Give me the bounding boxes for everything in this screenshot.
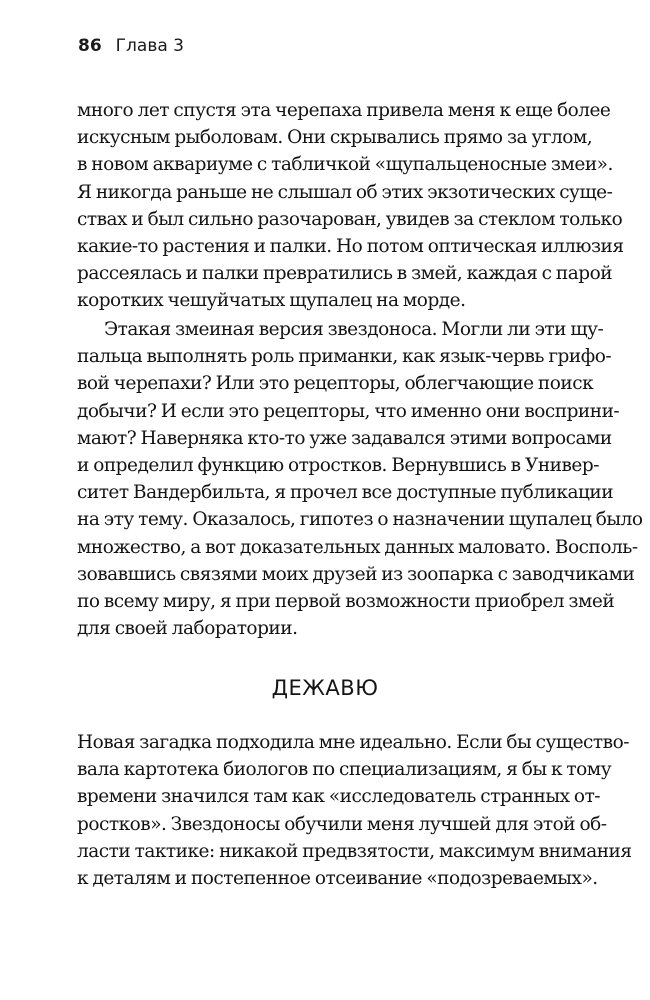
text-line: зовавшись связями моих друзей из зоопарка с заводчиками [77, 563, 635, 585]
text-line: и определил функцию отростков. Вернувшись в Универ- [77, 455, 599, 477]
text-line: в новом аквариуме с табличкой «щупальценосные змеи». [77, 154, 613, 176]
text-line: добычи? И если это рецепторы, что именно они восприни- [77, 400, 620, 422]
text-line: пальца выполнять роль приманки, как язык-червь грифо- [77, 346, 612, 368]
page-number: 86 [78, 36, 102, 56]
section-heading: ДЕЖАВЮ [271, 676, 379, 700]
text-line: ласти тактике: никакой предвзятости, максимум внимания [77, 840, 632, 862]
text-line: на эту тему. Оказалось, гипотез о назначении щупалец было [77, 509, 643, 531]
paragraph-1 [77, 97, 624, 315]
text-line: рассеялась и палки превратились в змей, каждая с парой [77, 263, 613, 285]
text-line: Этакая змеиная версия звездоноса. Могли ли эти щу- [104, 319, 604, 340]
text-line: для своей лаборатории. [77, 618, 298, 640]
text-line: коротких чешуйчатых щупалец на морде. [77, 290, 466, 312]
text-line: ростков». Звездоносы обучили меня лучшей для этой об- [77, 813, 607, 835]
text-line: Новая загадка подходила мне идеально. Если бы существо- [77, 732, 629, 753]
text-line: какие-то растения и палки. Но потом оптическая иллюзия [77, 236, 624, 258]
text-line: вала картотека биологов по специализациям, я бы к тому [77, 759, 612, 781]
running-head [78, 36, 184, 56]
text-line: много лет спустя эта черепаха привела меня к еще более [77, 100, 611, 121]
section-paragraph [77, 729, 632, 892]
text-line: к деталям и постепенное отсеивание «подозреваемых». [77, 868, 598, 890]
text-line: по всему миру, я при первой возможности приобрел змей [77, 591, 615, 613]
text-line: вой черепахи? Или это рецепторы, облегчающие поиск [77, 373, 594, 395]
text-line: Я никогда раньше не слышал об этих экзотических суще- [77, 181, 613, 203]
text-line: времени значился там как «исследователь странных от- [77, 786, 601, 808]
text-line: ситет Вандербильта, я прочел все доступные публикации [77, 482, 614, 504]
text-line: искусным рыболовам. Они скрывались прямо за углом, [77, 127, 593, 149]
text-line: ствах и был сильно разочарован, увидев за стеклом только [77, 208, 623, 230]
chapter-label: Глава 3 [115, 36, 184, 56]
text-line: мают? Наверняка кто-то уже задавался этими вопросами [77, 427, 612, 449]
text-line: множество, а вот доказательных данных маловато. Восполь- [77, 536, 638, 558]
paragraph-2 [77, 316, 643, 642]
